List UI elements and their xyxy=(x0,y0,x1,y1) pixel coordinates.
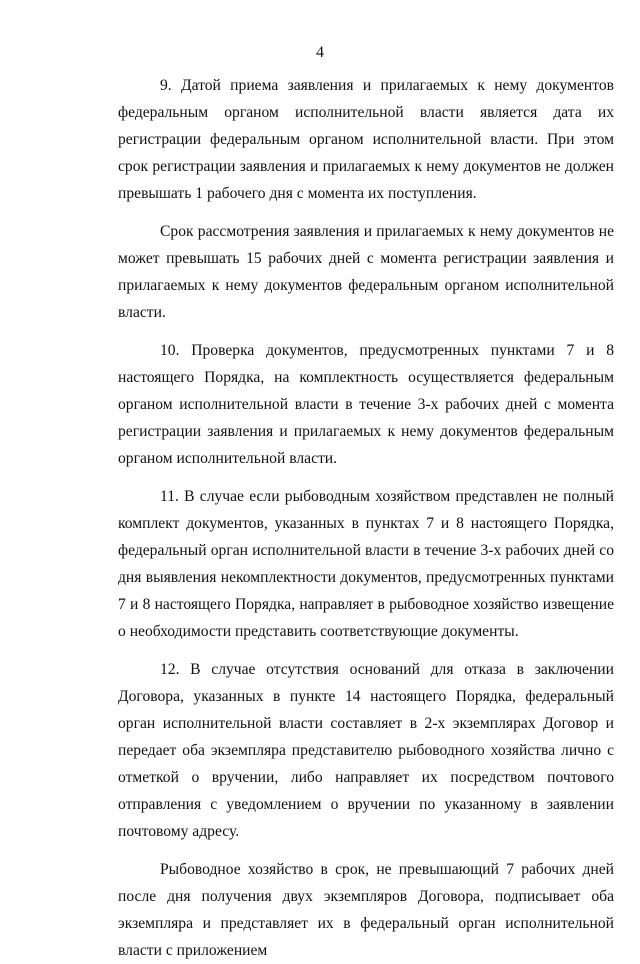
paragraph-11: 11. В случае если рыбоводным хозяйством представлен не полный комплект документов, указанных в пунктах 7 и 8 настоящего Порядка, федеральный орган исполнительной власти в течение 3-х рабочих дней со дня выявления некомплектности документов, предусмотренных пунктами 7 и 8 настоящего Порядка, направляет в рыбоводное хозяйство извещение о необходимости представить соответствующие документы. xyxy=(118,488,614,640)
paragraph-9: 9. Датой приема заявления и прилагаемых к нему документов федеральным органом исполнительной власти является дата их регистрации федеральным органом исполнительной власти. При этом срок регистрации заявления и прилагаемых к нему документов не должен превышать 1 рабочего дня с момента их поступления. xyxy=(118,77,614,202)
document-body xyxy=(118,72,614,964)
paragraph-12: 12. В случае отсутствия оснований для отказа в заключении Договора, указанных в пункте 14 настоящего Порядка, федеральный орган исполнительной власти составляет в 2-х экземплярах Договор и передает оба экземпляра представителю рыбоводного хозяйства лично с отметкой о вручении, либо направляет их посредством почтового отправления с уведомлением о вручении по указанному в заявлении почтовому адресу. xyxy=(118,661,614,840)
page-number: 4 xyxy=(316,44,324,61)
paragraph-signing: Рыбоводное хозяйство в срок, не превышающий 7 рабочих дней после дня получения двух экземпляров Договора, подписывает оба экземпляра и представляет их в федеральный орган исполнительной власти с приложением xyxy=(118,861,614,959)
paragraph-review-period: Срок рассмотрения заявления и прилагаемых к нему документов не может превышать 15 рабочих дней с момента регистрации заявления и прилагаемых к нему документов федеральным органом исполнительной власти. xyxy=(118,223,614,321)
paragraph-10: 10. Проверка документов, предусмотренных пунктами 7 и 8 настоящего Порядка, на комплектность осуществляется федеральным органом исполнительной власти в течение 3-х рабочих дней с момента регистрации заявления и прилагаемых к нему документов федеральным органом исполнительной власти. xyxy=(118,342,614,467)
